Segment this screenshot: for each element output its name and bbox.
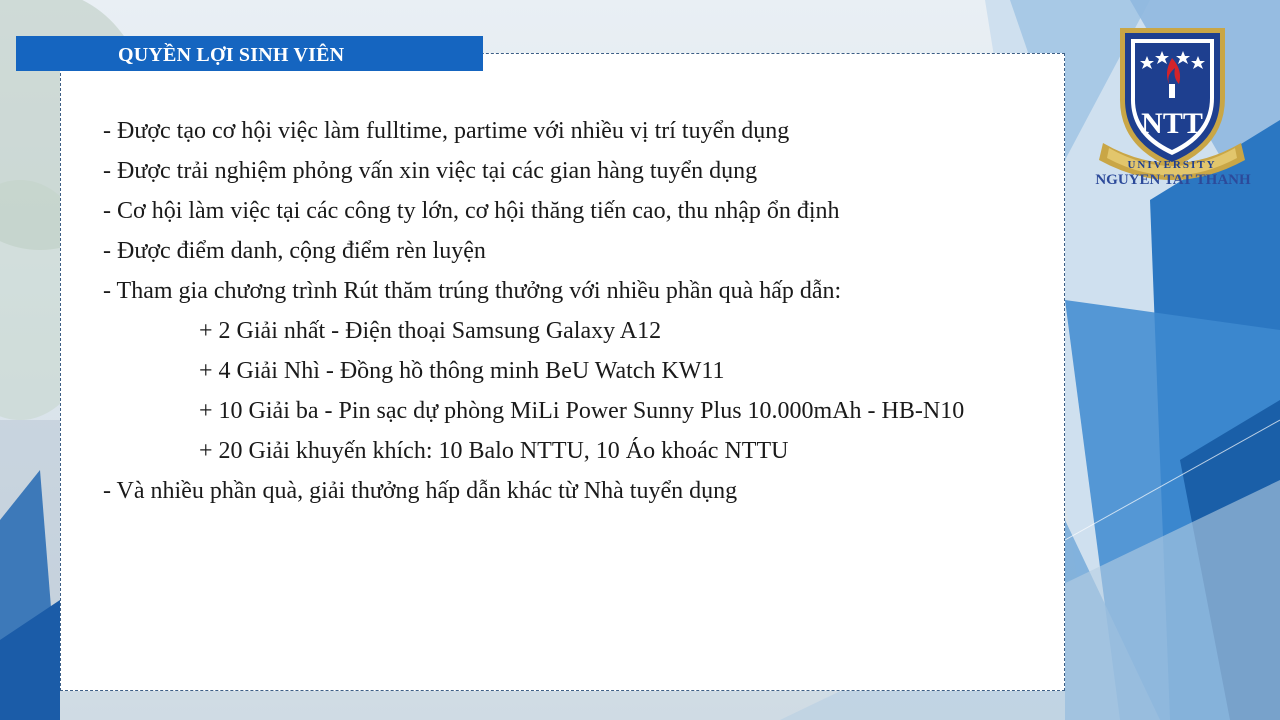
logo-letters: NTT [1141, 107, 1203, 140]
logo-ribbon-text: UNIVERSITY [1127, 159, 1217, 171]
list-item: - Được trải nghiệm phỏng vấn xin việc tại các gian hàng tuyển dụng [103, 158, 758, 184]
prize-item: + 10 Giải ba - Pin sạc dự phòng MiLi Power Sunny Plus 10.000mAh - HB-N10 [199, 398, 965, 424]
benefit-list [103, 111, 964, 511]
prize-item: + 2 Giải nhất - Điện thoại Samsung Galaxy A12 [199, 318, 662, 344]
list-item: - Được tạo cơ hội việc làm fulltime, partime với nhiều vị trí tuyển dụng [103, 118, 790, 144]
logo-caption: NGUYEN TAT THANH [1095, 172, 1251, 188]
slide-title: QUYỀN LỢI SINH VIÊN [16, 36, 483, 71]
prize-item: + 4 Giải Nhì - Đồng hồ thông minh BeU Watch KW11 [199, 358, 725, 384]
content-box [60, 53, 1065, 691]
list-item: - Cơ hội làm việc tại các công ty lớn, cơ hội thăng tiến cao, thu nhập ổn định [103, 198, 840, 224]
university-logo [1085, 18, 1260, 198]
list-item: - Và nhiều phần quà, giải thưởng hấp dẫn khác từ Nhà tuyển dụng [103, 478, 738, 504]
list-item: - Tham gia chương trình Rút thăm trúng thưởng với nhiều phần quà hấp dẫn: [103, 278, 842, 304]
list-item: - Được điểm danh, cộng điểm rèn luyện [103, 238, 486, 264]
prize-item: + 20 Giải khuyến khích: 10 Balo NTTU, 10 Áo khoác NTTU [199, 438, 789, 464]
